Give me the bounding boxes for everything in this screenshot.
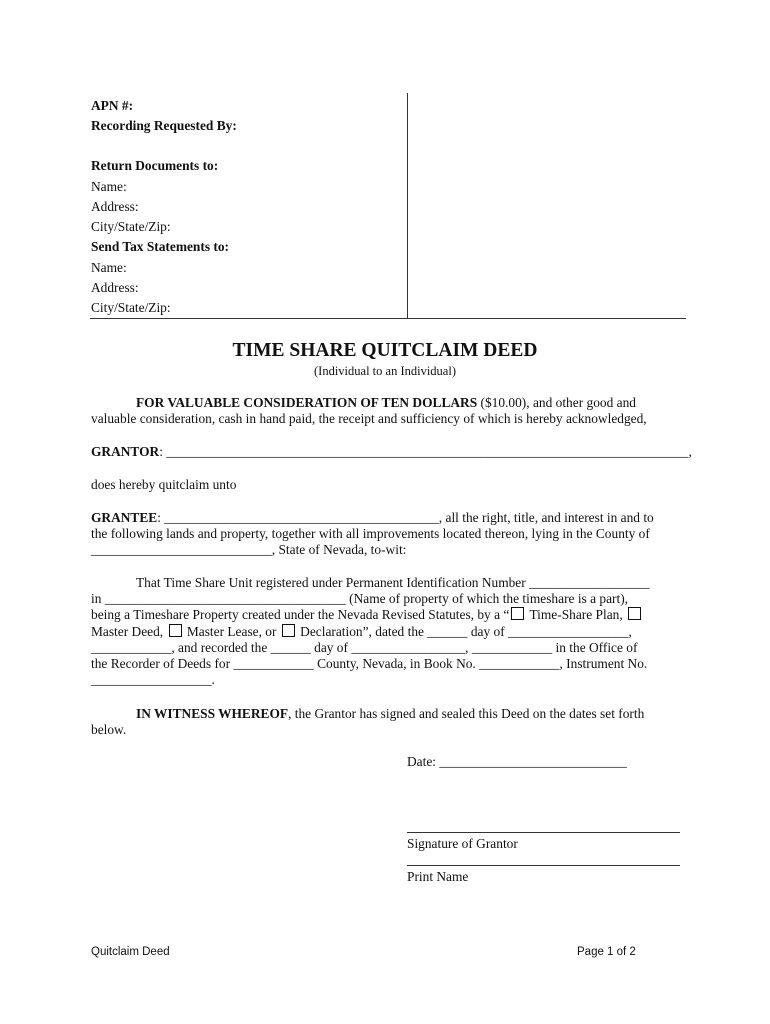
signature-of-grantor-label: Signature of Grantor — [407, 836, 518, 851]
consideration-rest: ($10.00), and other good and — [477, 395, 636, 410]
declaration-checkbox[interactable] — [282, 624, 295, 637]
recording-requested-by-label: Recording Requested By: — [91, 118, 237, 133]
declaration-label[interactable]: Declaration”, dated the ______ day of __________________, — [296, 624, 632, 639]
date-field[interactable]: Date: ____________________________ — [407, 754, 627, 769]
consideration-bold: FOR VALUABLE CONSIDERATION OF TEN DOLLARS — [136, 395, 478, 410]
grantee-line-3[interactable]: ___________________________, State of Nevada, to-wit: — [91, 542, 407, 557]
tax-city-label: City/State/Zip: — [91, 300, 171, 315]
time-share-plan-checkbox[interactable] — [511, 607, 524, 620]
consideration-line-2: valuable consideration, cash in hand paid, the receipt and sufficiency of which is hereby acknowledged, — [91, 411, 647, 426]
grantee-blank[interactable]: : _________________________________________, all the right, title, and interest in and to — [157, 510, 654, 525]
witness-rest: , the Grantor has signed and sealed this Deed on the dates set forth — [288, 706, 645, 721]
send-tax-statements-label: Send Tax Statements to: — [91, 239, 230, 254]
grantor-line — [91, 442, 692, 462]
return-name-label: Name: — [91, 179, 127, 194]
grantee-label: GRANTEE — [91, 510, 158, 525]
tax-name-label: Name: — [91, 260, 127, 275]
master-deed-label: Master Deed, — [91, 624, 164, 639]
unit-line-6[interactable]: the Recorder of Deeds for ____________ County, Nevada, in Book No. ____________, Instrument No. — [91, 656, 648, 671]
master-lease-checkbox[interactable] — [169, 624, 182, 637]
tax-address-label: Address: — [91, 280, 139, 295]
header-divider-vertical — [407, 93, 408, 319]
witness-bold: IN WITNESS WHEREOF — [136, 706, 289, 721]
footer-page-number: Page 1 of 2 — [577, 946, 636, 958]
master-lease-label: Master Lease, or — [183, 624, 277, 639]
document-subtitle: (Individual to an Individual) — [314, 364, 456, 378]
print-name-label: Print Name — [407, 869, 469, 884]
return-address-label: Address: — [91, 199, 139, 214]
print-name-line[interactable] — [407, 865, 680, 866]
header-divider-horizontal — [90, 318, 686, 319]
unit-line-7[interactable]: __________________. — [91, 672, 215, 687]
apn-label: APN #: — [91, 98, 134, 113]
document-title: TIME SHARE QUITCLAIM DEED — [232, 340, 538, 361]
grantee-line-2: the following lands and property, together with all improvements located thereon, lying in the County of — [91, 526, 650, 541]
time-share-plan-label: Time-Share Plan, — [526, 607, 623, 622]
master-deed-checkbox[interactable] — [628, 607, 641, 620]
witness-line-1 — [136, 704, 644, 724]
unit-line-2[interactable]: in ____________________________________ (Name of property of which the timeshare is a part), — [91, 591, 629, 606]
quitclaim-unto-text: does hereby quitclaim unto — [91, 477, 237, 492]
unit-line-5[interactable]: ____________, and recorded the ______ day of _________________, ____________ in the Office of — [91, 640, 638, 655]
return-city-label: City/State/Zip: — [91, 219, 171, 234]
unit-line-3-text: being a Timeshare Property created under the Nevada Revised Statutes, by a “ — [91, 607, 510, 622]
grantor-blank[interactable]: : ______________________________________________________________________________, — [159, 444, 692, 459]
witness-line-2: below. — [91, 722, 127, 737]
grantor-label: GRANTOR — [91, 444, 160, 459]
return-documents-label: Return Documents to: — [91, 158, 219, 173]
unit-line-1[interactable]: That Time Share Unit registered under Permanent Identification Number __________________ — [136, 575, 650, 590]
signature-line[interactable] — [407, 832, 680, 833]
footer-left: Quitclaim Deed — [91, 946, 170, 958]
